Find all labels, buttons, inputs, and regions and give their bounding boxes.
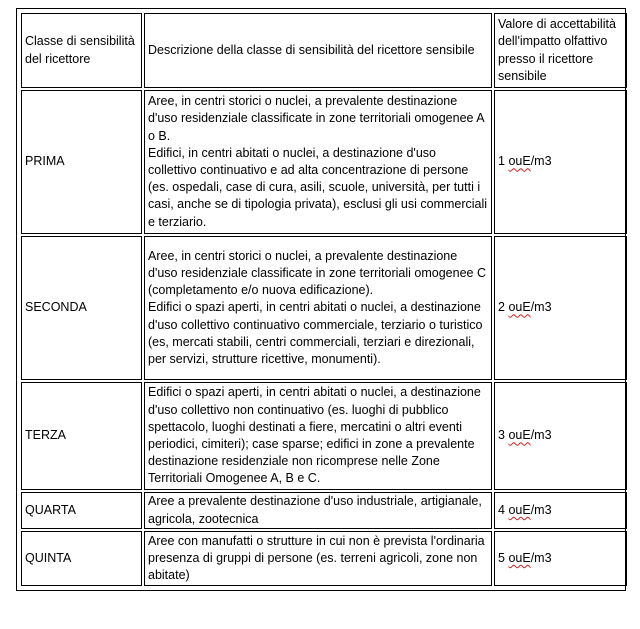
- valore-number: 1: [498, 154, 509, 169]
- sensitivity-table: [19, 11, 629, 588]
- descrizione-cell: [144, 531, 492, 586]
- classe-cell: SECONDA: [21, 236, 142, 380]
- valore-number: 4: [498, 502, 509, 517]
- descrizione-cell: [144, 90, 492, 234]
- descrizione-cell: [144, 492, 492, 529]
- classe-cell: PRIMA: [21, 90, 142, 234]
- valore-unit: ouE: [508, 550, 531, 565]
- sensitivity-table-frame: [16, 8, 626, 591]
- table-row-quarta: [21, 492, 627, 529]
- valore-unit: ouE: [508, 502, 531, 517]
- table-row-terza: [21, 382, 627, 490]
- classe-cell: QUARTA: [21, 492, 142, 529]
- header-cell-valore: Valore di accettabilità dell'impatto olfattivo presso il ricettore sensibile: [494, 13, 627, 88]
- valore-suffix: /m3: [530, 550, 552, 565]
- descrizione-cell: [144, 382, 492, 490]
- classe-cell: QUINTA: [21, 531, 142, 586]
- valore-unit: ouE: [508, 428, 531, 443]
- valore-cell: [494, 382, 627, 490]
- valore-suffix: /m3: [530, 154, 552, 169]
- classe-cell: TERZA: [21, 382, 142, 490]
- valore-cell: [494, 492, 627, 529]
- valore-cell: [494, 90, 627, 234]
- descrizione-text: Aree, in centri storici o nuclei, a prevalente destinazione d'uso residenziale classificate in zone territoriali omogenee A o B. Edifici, in centri abitati o nuclei, a destinazione d'uso collettivo continuativo e ad alta concentrazione di persone (es. ospedali, case di cura, asili, scuole, università, per tutti i casi, anche se di tipologia privata), esclusi gli usi commerciali e terziario.: [148, 94, 488, 229]
- valore-unit: ouE: [508, 154, 531, 169]
- header-row: [21, 13, 627, 88]
- valore-cell: [494, 531, 627, 586]
- table-row-quinta: [21, 531, 627, 586]
- descrizione-text: Aree a prevalente destinazione d'uso industriale, artigianale, agricola, zootecnica: [148, 494, 482, 526]
- header-cell-descrizione: Descrizione della classe di sensibilità del ricettore sensibile: [144, 13, 492, 88]
- table-row-prima: [21, 90, 627, 234]
- table-row-seconda: [21, 236, 627, 380]
- header-cell-classe: Classe di sensibilità del ricettore: [21, 13, 142, 88]
- valore-suffix: /m3: [530, 300, 552, 315]
- valore-unit: ouE: [508, 300, 531, 315]
- valore-cell: [494, 236, 627, 380]
- valore-number: 5: [498, 550, 509, 565]
- valore-suffix: /m3: [530, 502, 552, 517]
- descrizione-text: Edifici o spazi aperti, in centri abitati o nuclei, a destinazione d'uso collettivo non continuativo (es. luoghi di pubblico spettacolo, luoghi destinati a fiere, mercatini o altri eventi periodici, cimiteri); case sparse; edifici in zone a prevalente destinazione residenziale non ricomprese nelle Zone Territoriali Omogenee A, B e C.: [148, 385, 481, 486]
- valore-number: 3: [498, 428, 509, 443]
- descrizione-text: Aree, in centri storici o nuclei, a prevalente destinazione d'uso residenziale classificate in zone territoriali omogenee C (completamento e/o nuova edificazione). Edifici o spazi aperti, in centri abitati o nuclei, a destinazione d'uso collettivo continuativo commerciale, terziario o turistico (es, mercati stabili, centri commerciali, terziari e direzionali, per servizi, strutture ricettive, monumenti).: [148, 248, 486, 366]
- valore-suffix: /m3: [530, 428, 552, 443]
- descrizione-cell: [144, 236, 492, 380]
- valore-number: 2: [498, 300, 509, 315]
- descrizione-text: Aree con manufatti o strutture in cui non è prevista l'ordinaria presenza di gruppi di persone (es. terreni agricoli, zone non abitate): [148, 533, 485, 583]
